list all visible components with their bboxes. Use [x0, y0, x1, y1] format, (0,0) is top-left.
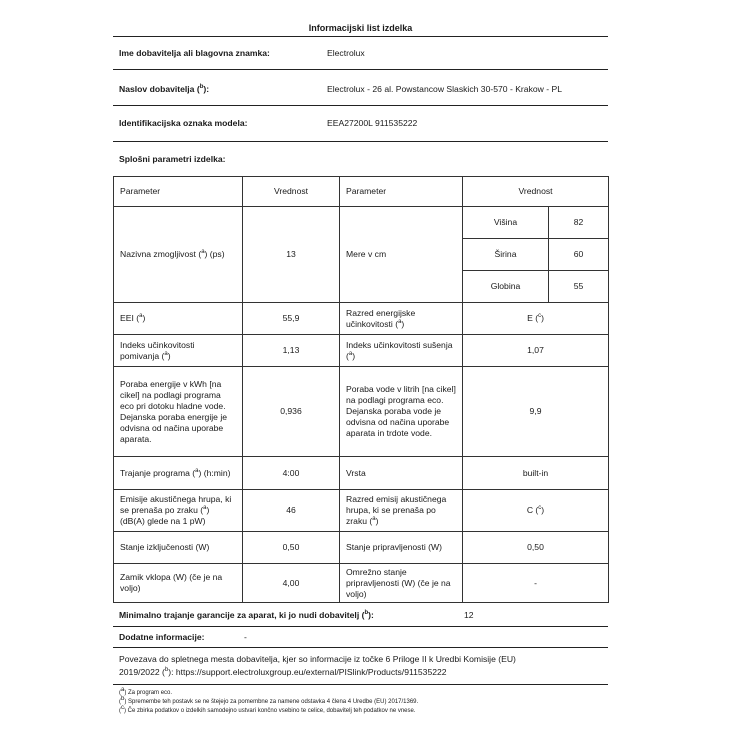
cleaning-index-value: 1,13 [243, 335, 340, 367]
drying-index-label: Indeks učinkovitosti sušenja ($^a$) [340, 335, 463, 367]
supplier-name-value: Electrolux [327, 48, 365, 58]
header-parameter: Parameter [114, 177, 243, 207]
depth-value: 55 [549, 271, 609, 303]
cleaning-index-label: Indeks učinkovitosti pomivanja ($^a$) [114, 335, 243, 367]
noise-class-value: C ($^c$) [463, 490, 609, 532]
general-params-heading: Splošni parametri izdelka: [119, 154, 226, 164]
energy-consumption-label: Poraba energije v kWh [na cikel] na podlagi programa eco pri dotoku hladne vode. Dejanska poraba energije je odvisna od načina uporabe aparata. [114, 367, 243, 457]
program-duration-label: Trajanje programa ($^a$) (h:min) [114, 457, 243, 490]
water-consumption-label: Poraba vode v litrih [na cikel] na podlagi programa eco. Dejanska poraba vode je odvisna od načina uporabe aparata in trdote vode. [340, 367, 463, 457]
noise-emission-value: 46 [243, 490, 340, 532]
additional-info-label: Dodatne informacije: [119, 632, 205, 642]
supplier-link-text: Povezava do spletnega mesta dobavitelja, kjer so informacije iz točke 6 Priloge II k Uredbi Komisije (EU) 2019/2022 ($^b$): https://support.electroluxgroup.eu/external/PISlink/Products/911535222 [119, 654, 516, 677]
model-id-value: EEA27200L 911535222 [327, 118, 418, 128]
delay-start-label: Zamik vklopa (W) (če je na voljo) [114, 564, 243, 603]
width-value: 60 [549, 239, 609, 271]
warranty-value: 12 [464, 610, 474, 620]
off-mode-label: Stanje izključenosti (W) [114, 532, 243, 564]
table-header-row [114, 177, 609, 207]
additional-info-row [113, 627, 608, 647]
table-row [114, 303, 609, 335]
table-row [114, 367, 609, 457]
networked-standby-value: - [463, 564, 609, 603]
footnotes [113, 685, 608, 716]
delay-start-value: 4,00 [243, 564, 340, 603]
width-label: Širina [463, 239, 549, 271]
supplier-name-label: Ime dobavitelja ali blagovna znamka: [119, 48, 270, 58]
general-params-heading-row [113, 142, 608, 176]
table-row [114, 564, 609, 603]
capacity-value: 13 [243, 207, 340, 303]
networked-standby-label: Omrežno stanje pripravljenosti (W) (če je na voljo) [340, 564, 463, 603]
warranty-label: Minimalno trajanje garancije za aparat, ki jo nudi dobavitelj ($^b$): [119, 610, 374, 620]
supplier-name-row [113, 37, 608, 69]
eei-value: 55,9 [243, 303, 340, 335]
sheet-title: Informacijski list izdelka [308, 23, 413, 33]
energy-class-value: E ($^c$) [463, 303, 609, 335]
header-value: Vrednost [463, 177, 609, 207]
supplier-link-url[interactable]: ): https://support.electroluxgroup.eu/external/PISlink/Products/911535222 [168, 667, 447, 677]
height-label: Višina [463, 207, 549, 239]
supplier-link-row [113, 648, 608, 684]
program-duration-value: 4:00 [243, 457, 340, 490]
height-value: 82 [549, 207, 609, 239]
eei-label: EEI ($^a$) [114, 303, 243, 335]
product-information-sheet [113, 20, 608, 716]
table-row [114, 532, 609, 564]
type-label: Vrsta [340, 457, 463, 490]
table-row [114, 207, 609, 239]
table-row [114, 457, 609, 490]
noise-emission-label: Emisije akustičnega hrupa, ki se prenaša po zraku ($^a$) (dB(A) glede na 1 pW) [114, 490, 243, 532]
parameters-table [113, 176, 609, 603]
depth-label: Globina [463, 271, 549, 303]
noise-class-label: Razred emisij akustičnega hrupa, ki se prenaša po zraku ($^a$) [340, 490, 463, 532]
dimensions-label: Mere v cm [340, 207, 463, 303]
energy-class-label: Razred energijske učinkovitosti ($^a$) [340, 303, 463, 335]
energy-consumption-value: 0,936 [243, 367, 340, 457]
water-consumption-value: 9,9 [463, 367, 609, 457]
type-value: built-in [463, 457, 609, 490]
capacity-label: Nazivna zmogljivost ($^a$) (ps) [114, 207, 243, 303]
supplier-address-row [113, 70, 608, 105]
supplier-address-label: Naslov dobavitelja ($^b$): [119, 84, 210, 94]
table-row [114, 335, 609, 367]
footnote: ($^c$) Če zbirka podatkov o izdelkih samodejno ustvari končno vsebino te celice, dobavitelj teh podatkov ne vnese. [119, 705, 416, 714]
table-row [114, 490, 609, 532]
header-value: Vrednost [243, 177, 340, 207]
additional-info-value: - [244, 632, 247, 642]
footnote: ($^b$) Spremembe teh postavk se ne štejejo za pomembne za namene odstavka 4 člena 4 Uredbe (EU) 2017/1369. [119, 696, 419, 705]
off-mode-value: 0,50 [243, 532, 340, 564]
standby-mode-value: 0,50 [463, 532, 609, 564]
drying-index-value: 1,07 [463, 335, 609, 367]
supplier-address-value: Electrolux - 26 al. Powstancow Slaskich 30-570 - Krakow - PL [327, 84, 562, 94]
footnote: ($^a$) Za program eco. [119, 687, 173, 696]
standby-mode-label: Stanje pripravljenosti (W) [340, 532, 463, 564]
model-id-label: Identifikacijska oznaka modela: [119, 118, 248, 128]
warranty-row [113, 603, 608, 626]
header-parameter: Parameter [340, 177, 463, 207]
model-id-row [113, 106, 608, 141]
